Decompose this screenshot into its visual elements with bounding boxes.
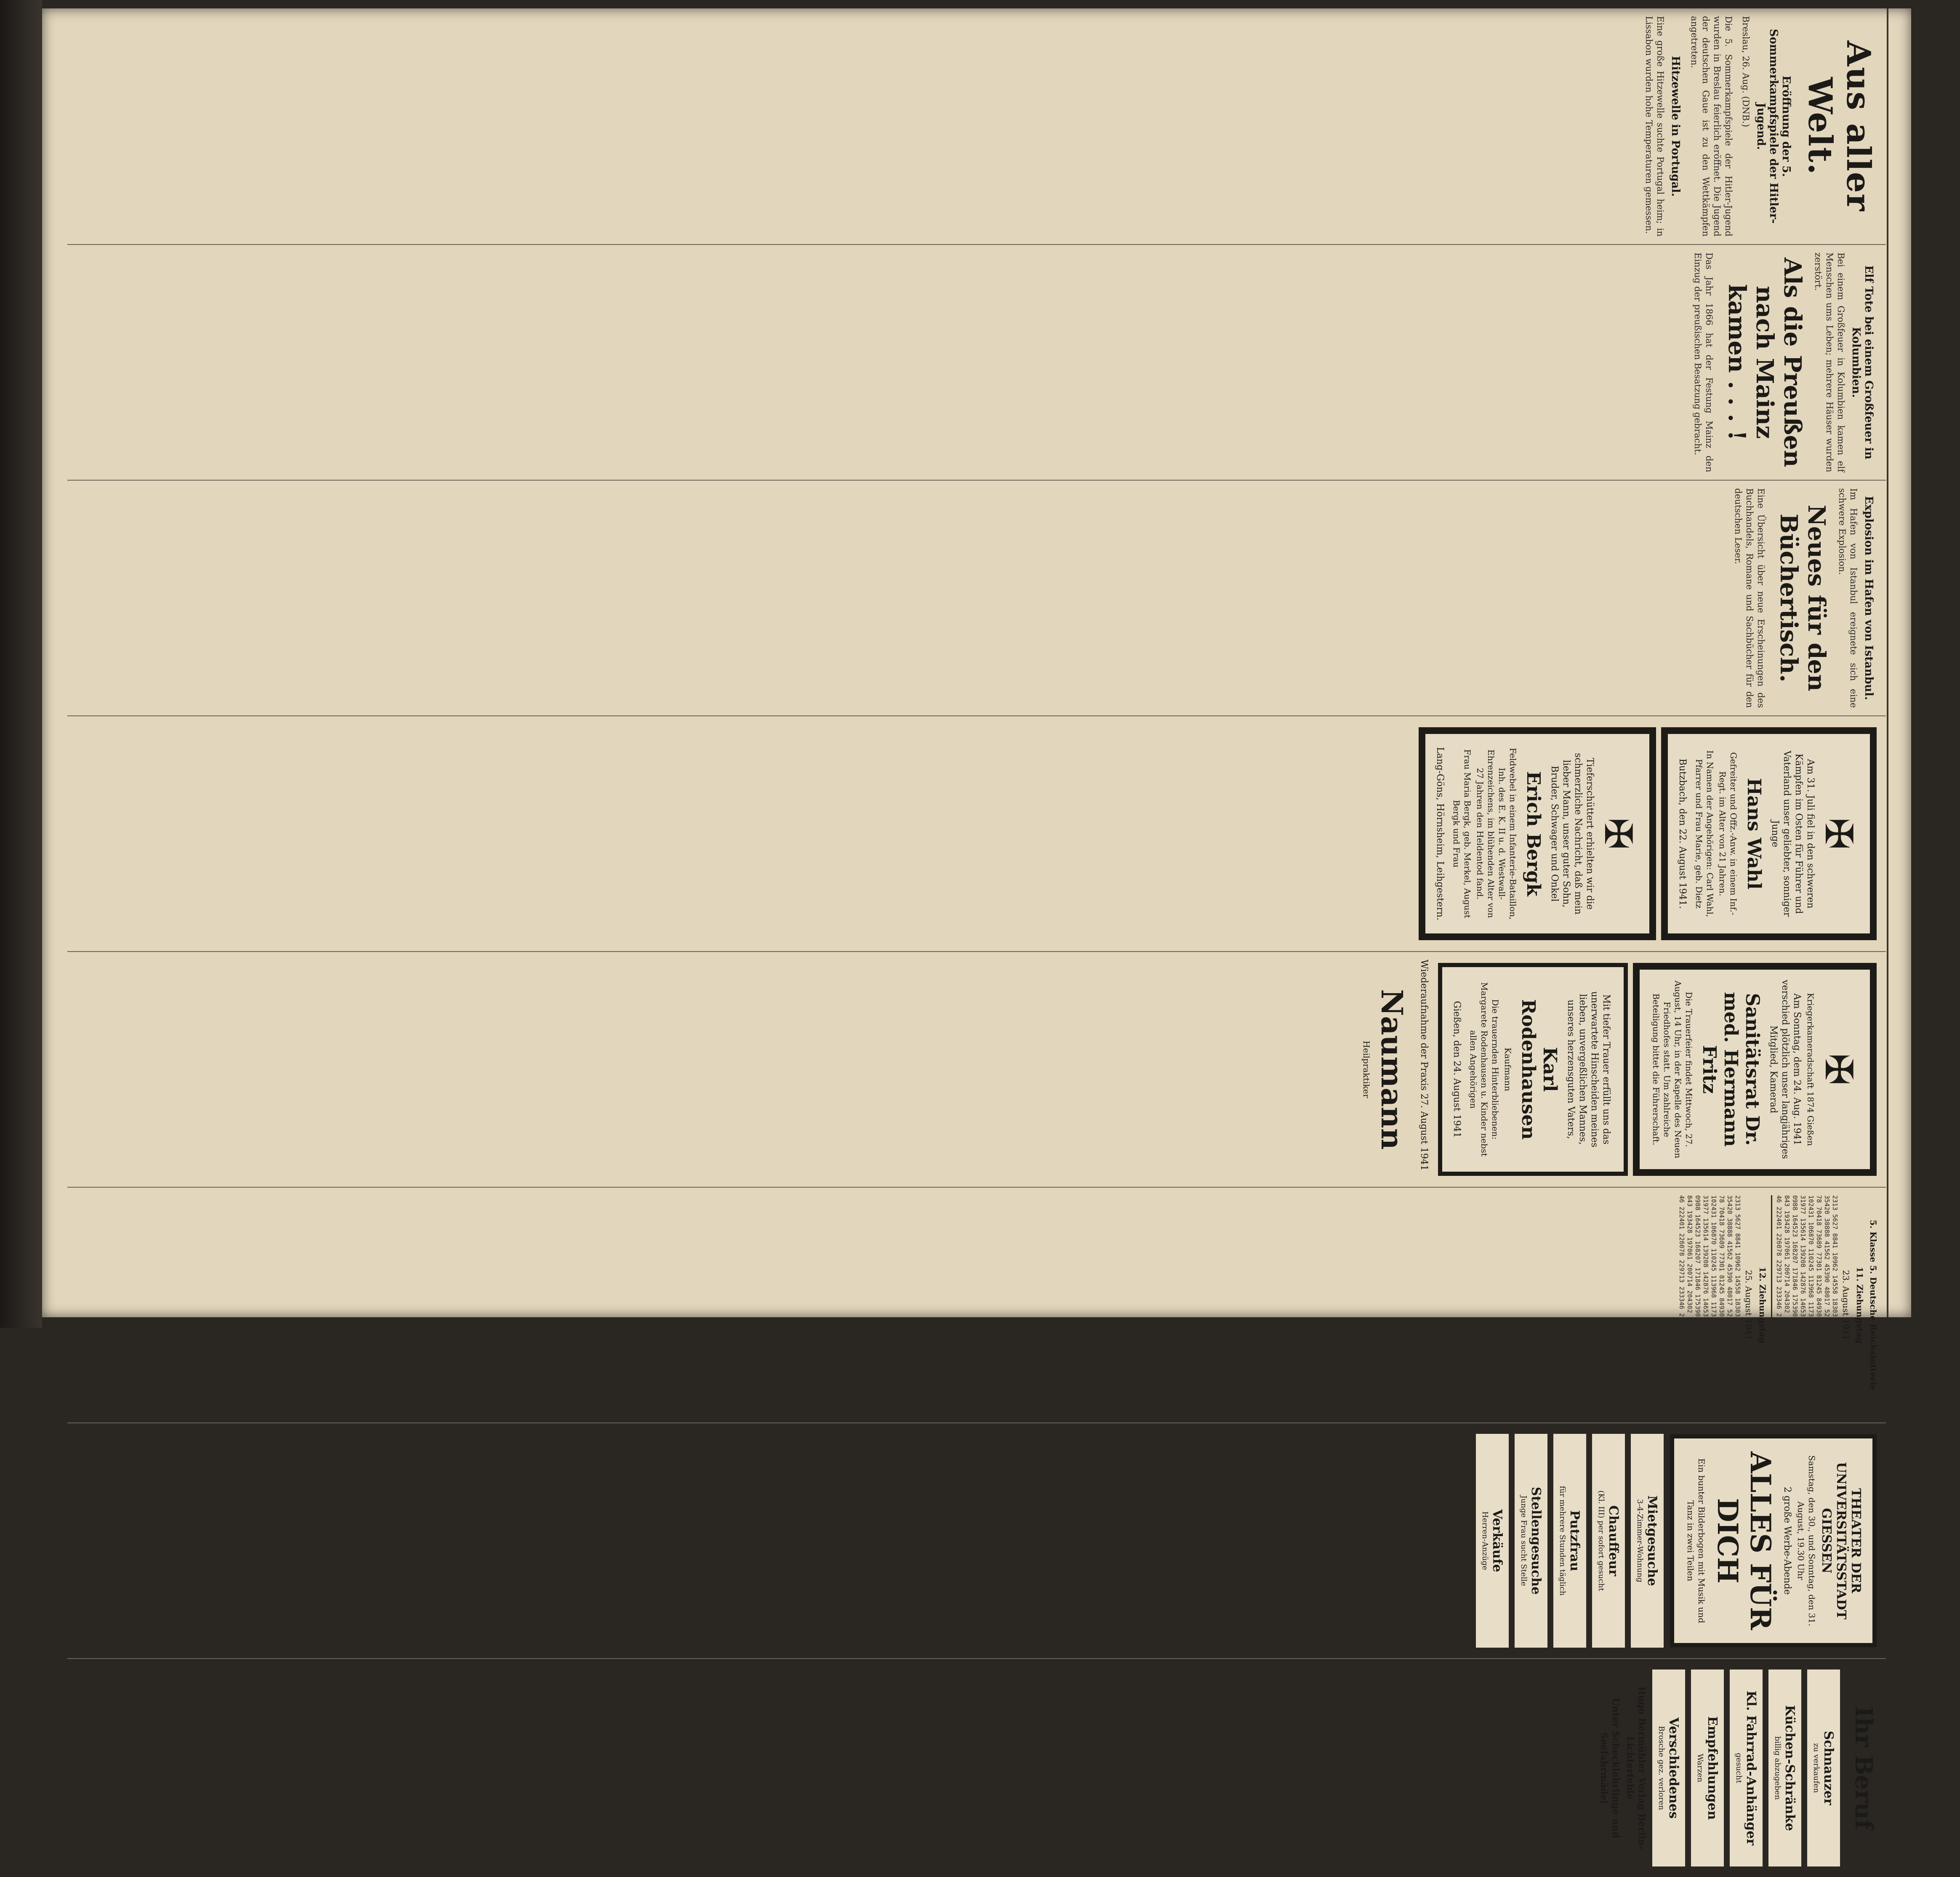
classified-title: Schnauzer xyxy=(1821,1731,1836,1805)
ad-headline: Ihr Beruf xyxy=(1850,1706,1877,1830)
section-headline: Elf Tote bei einem Großfeuer in Kolumbien. xyxy=(1850,265,1875,460)
notice-name: Karl Rodenhausen xyxy=(1518,999,1561,1140)
section-headline: Eröffnung der 5. Sommerkampfspiele der Hitler-Jugend. xyxy=(1755,29,1792,224)
rotated-newspaper-content xyxy=(42,8,1911,1850)
death-notice xyxy=(1419,727,1656,940)
classified-text: 3-4-Zimmer-Wohnung xyxy=(1635,1499,1644,1582)
lottery-numbers: 2313 5627 8841 10962 14558 18303 21227 24889 28615 31057 35420 38888 41562 45390 48017 52963 56420 59903 62214 66378 70418 73689 77301 81245 84930 88012 91537 95208 98762 102431 106870 110245 113968 117330 121045 124780 128306 131977 135614 139208 142876 146531 150092 153748 157315 160988 164523 168207 171846 175390 179024 182667 186215 189843 193428 197061 200714 204302 207988 211543 215190 218846 222401 226078 229713 233346 236982 xyxy=(1678,1195,1742,1412)
classified-title: Verschiedenes xyxy=(1666,1717,1681,1819)
classified-title: Küchen-Schränke xyxy=(1782,1705,1797,1831)
classified-ad xyxy=(1690,1668,1725,1868)
column-news-3 xyxy=(67,480,1886,715)
lottery-draw: 11. Ziehungstag xyxy=(1855,1267,1865,1343)
classified-title: Kl. Fahrrad-Anhänger xyxy=(1744,1691,1758,1845)
practice-text: Wiederaufnahme der Praxis 27. August 1941 xyxy=(1419,960,1429,1171)
classified-text: Brosche gez. verloren xyxy=(1657,1726,1666,1810)
classified-title: Chauffeur xyxy=(1606,1505,1621,1577)
section-text: Das Jahr 1866 hat der Festung Mainz den Einzug der preußischen Besatzung gebracht. xyxy=(1693,253,1714,472)
notice-place: Gießen, den 24. August 1941 xyxy=(1451,1001,1462,1138)
notice-name: Sanitätsrat Dr. med. Hermann Fritz xyxy=(1699,992,1763,1147)
classified-text: billig abzugeben xyxy=(1773,1736,1782,1800)
practice-notice xyxy=(1361,960,1430,1179)
notice-mourners: Die trauernden Hinterbliebenen: Margarete Rodenhausen u. Kinder nebst allen Angehörigen xyxy=(1468,982,1500,1157)
classified-ad xyxy=(1630,1433,1665,1649)
iron-cross-icon: ✠ xyxy=(1816,1053,1861,1085)
column-notices-2 xyxy=(67,951,1886,1187)
theater-ad xyxy=(1670,1434,1877,1647)
classified-ad xyxy=(1475,1433,1510,1649)
death-notice xyxy=(1438,963,1628,1176)
classified-text: Herren-Anzüge xyxy=(1481,1511,1489,1570)
classified-ad xyxy=(1728,1668,1764,1868)
notice-intro: Am Sonntag, dem 24. Aug. 1941 verschied plötzlich unser langjähriges Mitglied, Kamerad xyxy=(1768,980,1802,1159)
iron-cross-icon: ✠ xyxy=(1816,818,1861,850)
newspaper-page xyxy=(42,8,1911,1850)
notice-detail: Gefreiter und Offz.-Anw. in einem Inf.-Regt. im Alter von 21 Jahren. xyxy=(1718,752,1739,915)
practice-name: Naumann xyxy=(1374,989,1409,1150)
classified-title: Putzfrau xyxy=(1567,1510,1582,1571)
section-text: Bei einem Großfeuer in Kolumbien kamen elf Menschen ums Leben; mehrere Häuser wurden zerstört. xyxy=(1813,253,1846,472)
section-headline: Hitzewelle in Portugal. xyxy=(1669,56,1682,197)
classified-title: Empfehlungen xyxy=(1705,1716,1720,1820)
lottery-date: 23. August 1941 xyxy=(1841,1270,1851,1340)
notice-name: Erich Bergk xyxy=(1523,771,1544,896)
lottery-draw: 12. Ziehungstag xyxy=(1758,1267,1768,1343)
notice-mourners: Frau Maria Bergk, geb. Merkel, August Bergk und Frau xyxy=(1451,749,1473,918)
death-notice xyxy=(1661,727,1877,940)
lottery-date: 25. August 1941 xyxy=(1744,1270,1754,1340)
column-news-1 xyxy=(67,8,1886,244)
notice-detail: Kriegerkameradschaft 1874 Gießen xyxy=(1806,993,1816,1146)
classified-ad xyxy=(1651,1668,1686,1868)
classified-ad xyxy=(1552,1433,1587,1649)
publisher-ad-2: Unter Schecklehrlinge und Seefahrmädel xyxy=(1598,1698,1621,1838)
notice-intro: Tieferschüttert erhielten wir die schmerzliche Nachricht, daß mein lieber Mann, unser guter Sohn, Bruder, Schwager und Onkel xyxy=(1549,752,1595,915)
column-classifieds xyxy=(67,1422,1886,1658)
lottery-numbers: 2313 5627 8841 10962 14558 18303 21227 24889 28615 31057 35420 38888 41562 45390 48017 52963 56420 59903 62214 66378 70418 73689 77301 81245 84930 88012 91537 95208 98762 102431 106870 110245 113968 117330 121045 124780 128306 131977 135614 139208 142876 146531 150092 153748 157315 160988 164523 168207 171846 175390 179024 182667 186215 189843 193428 197061 200714 204302 207988 211543 215190 218846 222401 226078 229713 233346 236982 xyxy=(1775,1195,1839,1412)
notice-place: Butzbach, den 22. August 1941. xyxy=(1677,758,1688,909)
top-rule xyxy=(1887,8,1888,1317)
classified-text: Junge Frau sucht Stelle xyxy=(1519,1495,1528,1586)
notice-name: Hans Wahl xyxy=(1743,778,1765,890)
theater-sub: 2 große Werbe-Abende xyxy=(1782,1486,1792,1595)
publisher-ad: Hugo Bermühler Verlag Berlin-Lichterfelde xyxy=(1624,1686,1647,1850)
classified-ad xyxy=(1806,1668,1841,1868)
practice-role: Heilpraktiker xyxy=(1361,1040,1371,1098)
section-text: Eine Übersicht über neue Erscheinungen des Buchhandels, Romane und Sachbücher für den deutschen Leser. xyxy=(1733,488,1766,708)
classified-ad xyxy=(1591,1433,1626,1649)
death-notice xyxy=(1633,963,1877,1176)
classified-text: (Kl. III) per sofort gesucht xyxy=(1597,1490,1606,1591)
classified-text: Warzen xyxy=(1696,1753,1704,1782)
classified-text: gesucht xyxy=(1734,1753,1743,1783)
theater-big-title: ALLES FÜR DICH xyxy=(1711,1451,1777,1630)
notice-detail: Kaufmann xyxy=(1503,1048,1513,1091)
column-lottery xyxy=(67,1187,1886,1422)
classified-text: für mehrere Stunden täglich xyxy=(1558,1486,1567,1596)
column-classifieds-2 xyxy=(67,1658,1886,1877)
mainz-headline: Als die Preußen nach Mainz kamen . . . ! xyxy=(1723,257,1806,468)
classified-title: Verkäufe xyxy=(1490,1509,1505,1572)
notice-intro: Am 31. Juli fiel in den schweren Kämpfen im Osten für Führer und Vaterland unser geliebter, sonniger Junge xyxy=(1770,750,1816,917)
notice-detail: Feldwebel in einem Infanterie-Bataillon, Inh. des E. K. II u. d. Westwall-Ehrenzeichens, im blühenden Alter von 27 Jahren den Heldentod fand. xyxy=(1475,747,1518,920)
section-dateline: Breslau, 26. Aug. (DNB.) xyxy=(1741,16,1751,128)
notice-mourners: In Namen der Angehörigen: Carl Wahl, Pfarrer und Frau Marie, geb. Dietz xyxy=(1694,750,1715,917)
theater-dates: Samstag, den 30., und Sonntag, den 31. August, 19.30 Uhr xyxy=(1796,1455,1817,1627)
classified-title: Stellengesuche xyxy=(1529,1486,1543,1595)
column-notices-1 xyxy=(67,715,1886,951)
notice-intro: Mit tiefer Trauer erfüllt uns das unerwartete Hinscheiden meines lieben, unvergeßlichen Mannes, unseres herzensguten Vaters, xyxy=(1566,991,1611,1148)
classified-text: zu verkaufen xyxy=(1812,1743,1821,1793)
classified-ad xyxy=(1513,1433,1549,1649)
theater-text: Ein bunter Bilderbogen mit Musik und Tanz in zwei Teilen xyxy=(1686,1458,1707,1623)
section-headline: Explosion im Hafen von Istanbul. xyxy=(1862,496,1875,700)
main-headline: Aus aller Welt. xyxy=(1801,40,1877,212)
theater-title: THEATER DER UNIVERSITÄTSSTADT GIESSEN xyxy=(1819,1462,1863,1619)
section-text: Im Hafen von Istanbul ereignete sich eine schwere Explosion. xyxy=(1837,488,1859,708)
buechertisch-headline: Neues für den Büchertisch. xyxy=(1775,505,1830,691)
classified-ad xyxy=(1767,1668,1803,1868)
section-text: Eine große Hitzewelle suchte Portugal heim; in Lissabon wurden hohe Temperaturen gemessen. xyxy=(1644,16,1665,237)
section-text: Die 5. Sommerkampfspiele der Hitler-Jugend wurden in Breslau feierlich eröffnet. Die Jugend der deutschen Gaue ist zu den Wettkämpfen angetreten. xyxy=(1689,16,1734,237)
book-binding xyxy=(0,0,42,1328)
iron-cross-icon: ✠ xyxy=(1596,818,1640,850)
classified-title: Mietgesuche xyxy=(1645,1495,1659,1586)
notice-mourners: Die Trauerfeier findet Mittwoch, 27. August, 14 Uhr, in der Kapelle des Neuen Friedhofes statt. Um zahlreiche Beteiligung bittet die Führerschaft. xyxy=(1651,980,1694,1159)
notice-place: Lang-Göns, Hörnsheim, Leihgestern. xyxy=(1435,747,1445,920)
divider xyxy=(1771,1195,1772,1415)
column-news-2 xyxy=(67,244,1886,480)
lottery-title: 5. Klasse 5. Deutsche Reichslotterie xyxy=(1868,1220,1878,1390)
